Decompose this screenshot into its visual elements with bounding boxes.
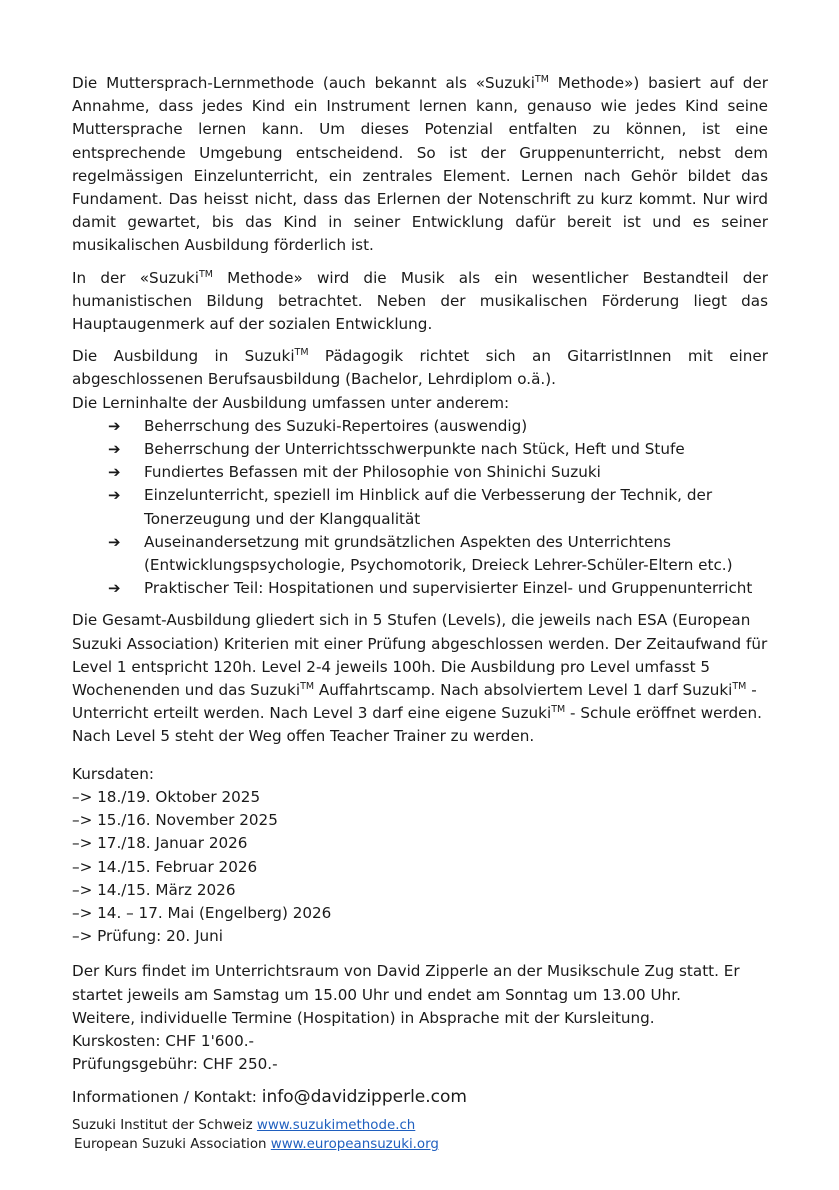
list-item-text: Einzelunterricht, speziell im Hinblick auf die Verbesserung der Technik, der Tonerzeugung und der Klangqualität (144, 486, 713, 528)
link-label: European Suzuki Association (74, 1136, 271, 1152)
document-page (72, 72, 768, 1154)
contact-label: Informationen / Kontakt: (72, 1088, 262, 1107)
trademark-mark: TM (534, 74, 549, 85)
arrow-icon: ➔ (108, 486, 121, 505)
text: Die Ausbildung in Suzuki (72, 347, 295, 366)
text: - Unterricht erteilt werden. Nach Level 3 darf eine eigene Suzuki (72, 681, 757, 723)
target-audience-paragraph (72, 345, 768, 415)
arrow-icon: ➔ (108, 532, 121, 551)
intro-paragraph-2 (72, 267, 768, 337)
list-item-text: Beherrschung der Unterrichtsschwerpunkte nach Stück, Heft und Stufe (144, 440, 685, 459)
arrow-icon: ➔ (108, 463, 121, 482)
text: In der «Suzuki (72, 268, 199, 287)
list-item (72, 577, 768, 600)
list-item-text: Fundiertes Befassen mit der Philosophie von Shinichi Suzuki (144, 463, 601, 482)
contact-email[interactable]: info@davidzipperle.com (261, 1087, 467, 1108)
structure-paragraph (72, 609, 768, 748)
trademark-mark: TM (551, 704, 566, 716)
location-text: Der Kurs findet im Unterrichtsraum von David Zipperle an der Musikschule Zug statt. Er startet jeweils am Samstag um 15.00 Uhr und endet am Sonntag um 13.00 Uhr. (72, 962, 740, 1004)
text: Auffahrtscamp. Nach absolviertem Level 1 darf Suzuki (314, 681, 733, 700)
list-item (72, 531, 768, 577)
exam-fee: Prüfungsgebühr: CHF 250.- (72, 1055, 278, 1074)
contact-line (72, 1086, 768, 1109)
content-intro: Die Lerninhalte der Ausbildung umfassen unter anderem: (72, 393, 510, 412)
trademark-mark: TM (732, 681, 747, 693)
date-item: –> 15./16. November 2025 (72, 811, 278, 830)
link-label: Suzuki Institut der Schweiz (72, 1117, 257, 1133)
learning-content-list (72, 415, 768, 601)
date-item: –> 17./18. Januar 2026 (72, 834, 248, 853)
text: Die Muttersprach-Lernmethode (auch bekannt als «Suzuki (72, 74, 535, 92)
individual-dates-text: Weitere, individuelle Termine (Hospitation) in Absprache mit der Kursleitung. (72, 1008, 655, 1027)
arrow-icon: ➔ (108, 440, 121, 459)
date-item: –> 14./15. Februar 2026 (72, 857, 258, 876)
date-item: –> 18./19. Oktober 2025 (72, 787, 261, 806)
external-links (72, 1116, 768, 1154)
text: Pädagogik richtet sich an GitarristInnen mit einer abgeschlossenen Berufsausbildung (Bachelor, Lehrdiplom o.ä.). (72, 347, 768, 389)
text: Die Gesamt-Ausbildung gliedert sich in 5 Stufen (Levels), die jeweils nach ESA (European Suzuki Association) Kriterien mit einer Prüfung abgeschlossen werden. Der Zeitaufwand für Level 1 entspricht 120h. Level 2-4 jeweils 100h. Die Ausbildung pro Level umfasst 5 Wochenenden und das Suzuki (72, 611, 768, 700)
suzukimethode-link[interactable]: www.suzukimethode.ch (256, 1117, 416, 1133)
course-location-info (72, 960, 768, 1076)
list-item (72, 461, 768, 484)
date-item: –> 14./15. März 2026 (72, 880, 236, 899)
text: Methode» wird die Musik als ein wesentlicher Bestandteil der humanistischen Bildung betrachtet. Neben der musikalischen Förderung liegt das Hauptaugenmerk auf der sozialen Entwicklung. (72, 268, 768, 334)
intro-paragraph-1 (72, 72, 768, 258)
date-item: –> 14. – 17. Mai (Engelberg) 2026 (72, 903, 332, 922)
list-item-text: Praktischer Teil: Hospitationen und supervisierter Einzel- und Gruppenunterricht (144, 579, 753, 598)
link-row-suzuki-institut (72, 1116, 768, 1135)
list-item (72, 438, 768, 461)
trademark-mark: TM (300, 681, 315, 693)
link-row-esa (72, 1135, 768, 1154)
arrow-icon: ➔ (108, 579, 121, 598)
list-item (72, 484, 768, 530)
text: - Schule eröffnet werden. Nach Level 5 steht der Weg offen Teacher Trainer zu werden. (72, 704, 762, 746)
course-dates (72, 763, 768, 949)
europeansuzuki-link[interactable]: www.europeansuzuki.org (270, 1136, 439, 1152)
list-item-text: Auseinandersetzung mit grundsätzlichen Aspekten des Unterrichtens (Entwicklungspsychologie, Psychomotorik, Dreieck Lehrer-Schüler-Eltern etc.) (144, 532, 733, 575)
course-dates-heading: Kursdaten: (72, 764, 154, 783)
course-cost: Kurskosten: CHF 1'600.- (72, 1031, 255, 1050)
date-item: –> Prüfung: 20. Juni (72, 927, 224, 946)
text: Methode») basiert auf der Annahme, dass jedes Kind ein Instrument lernen kann, genauso wie jedes Kind seine Muttersprache lernen kann. Um dieses Potenzial entfalten zu können, ist eine entsprechende Umgebung entscheidend. So ist der Gruppenunterricht, nebst dem regelmässigen Einzelunterricht, ein zentrales Element. Lernen nach Gehör bildet das Fundament. Das heisst nicht, dass das Erlernen der Notenschrift zu kurz kommt. Nur wird damit gewartet, bis das Kind in seiner Entwicklung dafür bereit ist und es seiner musikalischen Ausbildung förderlich ist. (72, 74, 768, 255)
arrow-icon: ➔ (108, 416, 121, 435)
list-item (72, 415, 768, 438)
trademark-mark: TM (294, 347, 309, 359)
list-item-text: Beherrschung des Suzuki-Repertoires (auswendig) (144, 416, 528, 435)
trademark-mark: TM (198, 268, 213, 280)
